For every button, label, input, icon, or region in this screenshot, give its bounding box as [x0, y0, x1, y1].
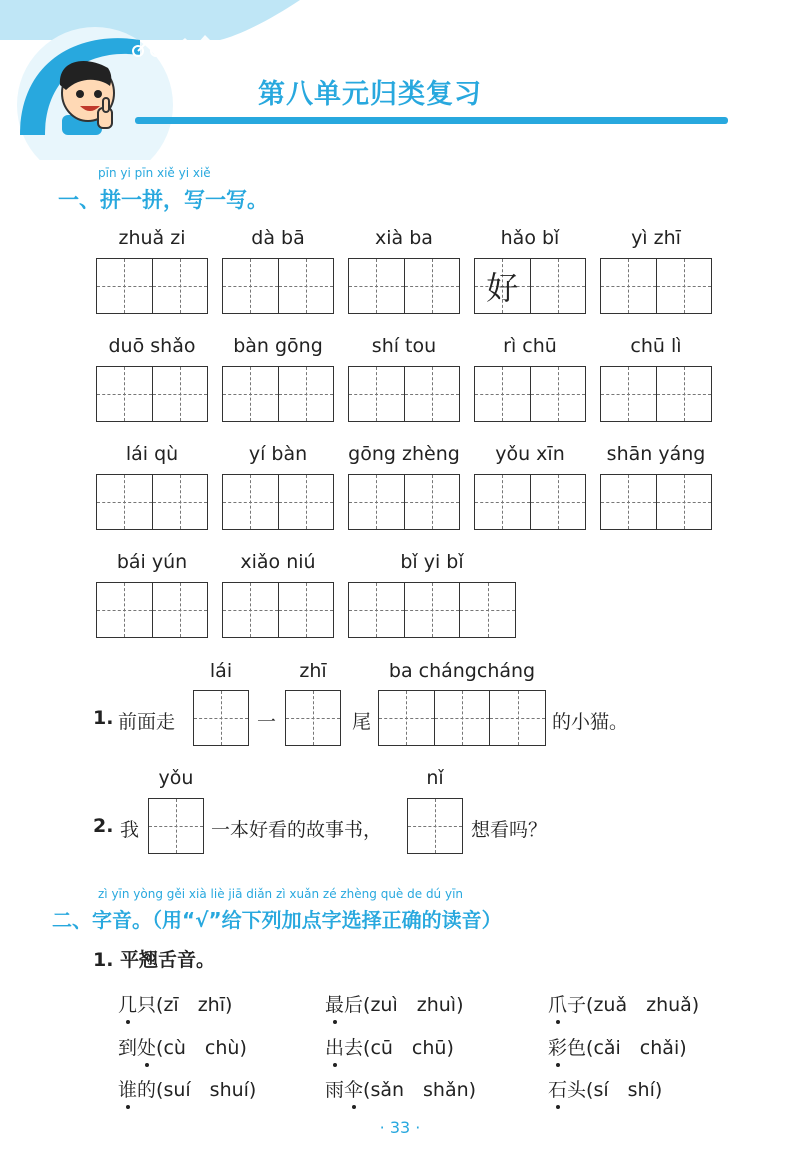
- pinyin-label: xià ba: [375, 227, 433, 249]
- writing-grid[interactable]: [600, 258, 712, 314]
- section1-heading: 一、拼一拼，写一写。: [58, 188, 268, 212]
- writing-grid[interactable]: [378, 690, 546, 746]
- pinyin-label: rì chū: [503, 335, 557, 357]
- reading-options: (zuǎ zhuǎ): [586, 994, 700, 1016]
- dotted-char: 谁: [118, 1075, 137, 1102]
- dotted-char: 几: [118, 990, 137, 1017]
- pinyin-label: gōng zhèng: [348, 443, 460, 465]
- word-choice[interactable]: 雨伞(sǎn shǎn): [325, 1075, 476, 1102]
- writing-grid[interactable]: [600, 474, 712, 530]
- unit-title: 第八单元归类复习: [258, 79, 482, 110]
- writing-grid[interactable]: [96, 474, 208, 530]
- writing-grid[interactable]: [96, 258, 208, 314]
- sentence2-text: 我: [120, 819, 140, 841]
- word-choice[interactable]: 几只(zī zhī): [118, 990, 232, 1017]
- pinyin-label: ba chángcháng: [388, 660, 536, 682]
- writing-grid[interactable]: [348, 366, 460, 422]
- pinyin-label: xiǎo niú: [240, 551, 316, 573]
- writing-grid[interactable]: [193, 690, 249, 746]
- reading-options: (cù chù): [156, 1037, 247, 1059]
- sentence1-text: 尾: [352, 711, 372, 733]
- pinyin-label: yí bàn: [248, 443, 308, 465]
- reading-options: (sí shí): [586, 1079, 663, 1101]
- section2-heading: 二、字音。（用“√”给下列加点字选择正确的读音）: [52, 908, 502, 932]
- pinyin-label: shí tou: [371, 335, 437, 357]
- pinyin-label: lái: [209, 660, 233, 682]
- dotted-char: 最: [325, 990, 344, 1017]
- writing-grid[interactable]: [148, 798, 204, 854]
- writing-grid[interactable]: [96, 366, 208, 422]
- sentence1-text: 一: [257, 711, 277, 733]
- writing-grid[interactable]: [348, 258, 460, 314]
- example-character: 好: [486, 269, 519, 307]
- writing-grid[interactable]: [222, 474, 334, 530]
- sentence1-number: 1.: [93, 707, 114, 729]
- dotted-char: 爪: [548, 990, 567, 1017]
- writing-grid[interactable]: [222, 258, 334, 314]
- writing-grid[interactable]: [600, 366, 712, 422]
- writing-grid[interactable]: [474, 474, 586, 530]
- pinyin-label: hǎo bǐ: [500, 227, 560, 249]
- word-choice[interactable]: 最后(zuì zhuì): [325, 990, 464, 1017]
- reading-options: (zī zhī): [156, 994, 233, 1016]
- pinyin-label: chū lì: [630, 335, 682, 357]
- page-number: · 33 ·: [379, 1118, 421, 1137]
- pinyin-label: zhuǎ zi: [118, 227, 186, 249]
- reading-options: (sǎn shǎn): [363, 1079, 477, 1101]
- writing-grid[interactable]: [222, 582, 334, 638]
- writing-grid[interactable]: [348, 474, 460, 530]
- sentence2-number: 2.: [93, 815, 114, 837]
- pinyin-label: bǐ yi bǐ: [400, 551, 464, 573]
- pinyin-label: bàn gōng: [233, 335, 323, 357]
- reading-options: (cū chū): [363, 1037, 454, 1059]
- pinyin-label: nǐ: [426, 767, 444, 789]
- dotted-char: 石: [548, 1075, 567, 1102]
- pinyin-label: yǒu: [158, 767, 194, 789]
- reading-options: (suí shuí): [156, 1079, 257, 1101]
- writing-grid[interactable]: [96, 582, 208, 638]
- writing-grid[interactable]: [222, 366, 334, 422]
- sentence2-text: 一本好看的故事书，: [211, 819, 383, 841]
- writing-grid[interactable]: [474, 366, 586, 422]
- sentence1-text: 前面走: [118, 711, 176, 733]
- dotted-char: 出: [325, 1033, 344, 1060]
- sub-heading: 1. 平翘舌音。: [93, 949, 216, 971]
- pinyin-label: shān yáng: [606, 443, 706, 465]
- word-choice[interactable]: 石头(sí shí): [548, 1075, 662, 1102]
- writing-grid[interactable]: [474, 258, 586, 314]
- sentence1-text: 的小猫。: [552, 711, 629, 733]
- dotted-char: 彩: [548, 1033, 567, 1060]
- word-choice[interactable]: 彩色(cǎi chǎi): [548, 1033, 687, 1060]
- sentence2-text: 想看吗？: [471, 819, 548, 841]
- writing-grid[interactable]: [285, 690, 341, 746]
- pinyin-label: duō shǎo: [108, 335, 196, 357]
- writing-grid[interactable]: [348, 582, 516, 638]
- pinyin-label: dà bā: [251, 227, 305, 249]
- pinyin-label: lái qù: [125, 443, 179, 465]
- dotted-char: 处: [137, 1033, 156, 1060]
- pinyin-label: zhī: [299, 660, 327, 682]
- word-choice[interactable]: 爪子(zuǎ zhuǎ): [548, 990, 699, 1017]
- dotted-char: 伞: [344, 1075, 363, 1102]
- reading-options: (zuì zhuì): [363, 994, 464, 1016]
- word-choice[interactable]: 出去(cū chū): [325, 1033, 454, 1060]
- pinyin-label: bái yún: [116, 551, 188, 573]
- section2-pinyin: zì yīn yòng gěi xià liè jiā diǎn zì xuǎn zé zhèng què de dú yīn: [98, 887, 464, 901]
- writing-grid[interactable]: [407, 798, 463, 854]
- pinyin-label: yǒu xīn: [495, 443, 565, 465]
- word-choice[interactable]: 谁的(suí shuí): [118, 1075, 256, 1102]
- section1-pinyin: pīn yi pīn xiě yi xiě: [98, 166, 211, 180]
- word-choice[interactable]: 到处(cù chù): [118, 1033, 247, 1060]
- boy-thumbs-up-icon: [60, 61, 114, 135]
- pinyin-label: yì zhī: [631, 227, 681, 249]
- reading-options: (cǎi chǎi): [586, 1037, 687, 1059]
